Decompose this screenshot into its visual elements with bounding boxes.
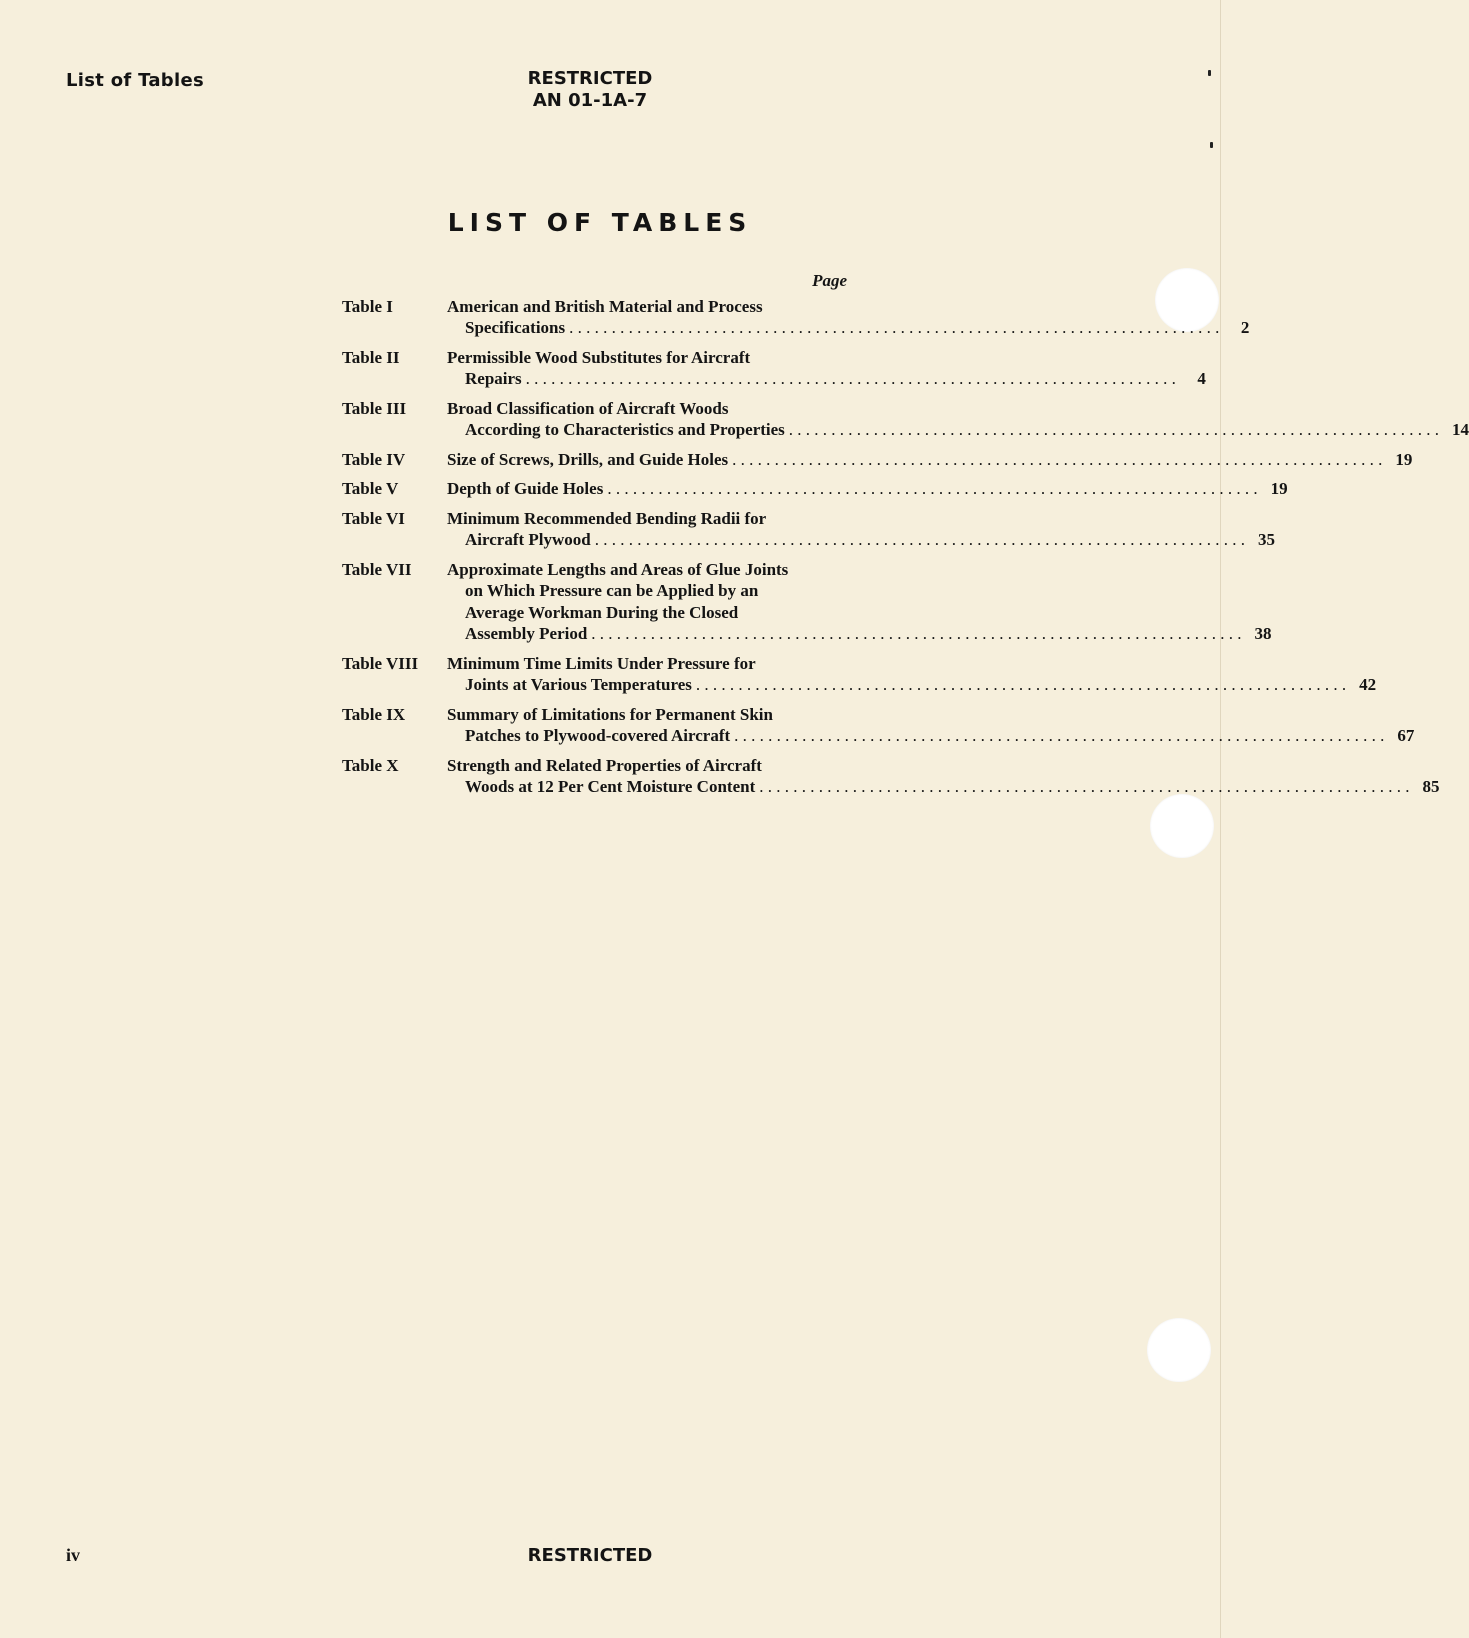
table-entry-title bbox=[447, 508, 1275, 551]
table-entry[interactable] bbox=[342, 449, 1413, 471]
page-reference: 2 bbox=[1240, 318, 1250, 337]
table-entry-title bbox=[447, 653, 1376, 696]
section-label: List of Tables bbox=[66, 70, 204, 91]
table-entry-title-line bbox=[447, 623, 1272, 645]
title-text: Specifications bbox=[465, 318, 566, 337]
title-text: Repairs bbox=[465, 369, 522, 388]
table-entry-title-line: Minimum Time Limits Under Pressure for bbox=[447, 653, 756, 673]
dot-leader bbox=[603, 478, 1261, 500]
table-entry-title bbox=[447, 478, 1288, 500]
table-entry-title-line: Broad Classification of Aircraft Woods bbox=[447, 398, 729, 418]
page-reference: 42 bbox=[1359, 675, 1377, 694]
table-entry-title-line bbox=[447, 419, 1469, 441]
binder-hole bbox=[1147, 1318, 1211, 1382]
table-entry-title bbox=[447, 398, 1469, 441]
title-text: Woods at 12 Per Cent Moisture Content bbox=[465, 777, 756, 796]
table-entry-title bbox=[447, 704, 1414, 747]
table-entry-title-line bbox=[447, 317, 1249, 339]
table-list bbox=[342, 270, 1469, 806]
table-entry-title-line: Average Workman During the Closed bbox=[465, 602, 739, 622]
table-entry-label: Table VIII bbox=[342, 653, 419, 673]
dot-leader bbox=[728, 449, 1386, 471]
document-number: AN 01-1A-7 bbox=[532, 90, 648, 111]
title-text: Size of Screws, Drills, and Guide Holes bbox=[447, 449, 729, 469]
table-entry-title-line: Approximate Lengths and Areas of Glue Joints bbox=[447, 559, 789, 579]
page-reference: 4 bbox=[1197, 369, 1206, 388]
page-edge-line bbox=[1220, 0, 1221, 1638]
table-entry[interactable] bbox=[342, 347, 1206, 390]
table-entry-label: Table I bbox=[342, 296, 393, 316]
page-reference: 14 bbox=[1452, 420, 1469, 439]
dot-leader bbox=[730, 725, 1388, 747]
table-entry-title bbox=[447, 449, 1412, 471]
table-entry-title-line bbox=[447, 725, 1414, 747]
footer-classification: RESTRICTED bbox=[527, 1545, 653, 1566]
table-entry-label: Table VII bbox=[342, 559, 412, 579]
table-entry-title bbox=[447, 559, 1272, 645]
table-entry-label: Table III bbox=[342, 398, 407, 418]
title-text: Patches to Plywood-covered Aircraft bbox=[465, 726, 731, 745]
table-entry[interactable] bbox=[342, 296, 1250, 339]
table-entry[interactable] bbox=[342, 653, 1377, 696]
dot-leader bbox=[587, 623, 1245, 645]
dot-leader bbox=[755, 776, 1413, 798]
dot-leader bbox=[522, 368, 1180, 390]
table-entry-label: Table VI bbox=[342, 508, 405, 528]
table-entry-label: Table IX bbox=[342, 704, 406, 724]
table-entry-title bbox=[447, 296, 1249, 339]
table-entry-title-line bbox=[447, 674, 1376, 696]
title-text: Joints at Various Temperatures bbox=[465, 675, 692, 694]
table-entry[interactable] bbox=[342, 508, 1275, 551]
title-text: Depth of Guide Holes bbox=[447, 479, 604, 498]
table-entry-title-line bbox=[447, 529, 1275, 551]
page-reference: 35 bbox=[1258, 530, 1275, 549]
title-text: Aircraft Plywood bbox=[465, 530, 591, 549]
table-entry[interactable] bbox=[342, 478, 1288, 500]
binder-hole bbox=[1150, 794, 1214, 858]
table-entry-title bbox=[447, 755, 1440, 798]
dot-leader bbox=[692, 674, 1350, 696]
title-text: Assembly Period bbox=[465, 624, 588, 643]
page-mark bbox=[1208, 70, 1211, 76]
dot-leader bbox=[565, 317, 1223, 339]
table-entry-label: Table II bbox=[342, 347, 400, 367]
page-number: iv bbox=[66, 1545, 81, 1565]
classification-marking: RESTRICTED bbox=[527, 68, 653, 89]
page-mark bbox=[1210, 142, 1213, 148]
page-column-heading: Page bbox=[812, 271, 847, 290]
table-entry-label: Table X bbox=[342, 755, 399, 775]
page-reference: 38 bbox=[1254, 624, 1272, 643]
table-entry-title-line: on Which Pressure can be Applied by an bbox=[465, 581, 759, 600]
table-entry-title-line: Strength and Related Properties of Aircraft bbox=[447, 755, 762, 775]
dot-leader bbox=[591, 529, 1249, 551]
table-entry-title-line: Minimum Recommended Bending Radii for bbox=[447, 508, 767, 528]
table-entry-title-line: Summary of Limitations for Permanent Skin bbox=[447, 704, 773, 724]
page-reference: 67 bbox=[1397, 726, 1415, 745]
table-entry-title bbox=[447, 347, 1206, 390]
table-entry[interactable] bbox=[342, 398, 1469, 441]
table-entry-title-line: Permissible Wood Substitutes for Aircraft bbox=[447, 347, 751, 367]
table-entry-title-line bbox=[447, 776, 1440, 798]
table-entries bbox=[342, 296, 1469, 798]
header-block bbox=[480, 68, 700, 112]
page-title: LIST OF TABLES bbox=[447, 208, 753, 237]
table-entry-title-line: American and British Material and Process bbox=[447, 296, 763, 316]
page-reference: 85 bbox=[1422, 777, 1440, 796]
table-entry-label: Table IV bbox=[342, 449, 406, 469]
page-reference: 19 bbox=[1270, 479, 1288, 498]
table-entry-title-line bbox=[447, 478, 1288, 500]
table-entry-title-line bbox=[447, 368, 1206, 390]
page-reference: 19 bbox=[1395, 449, 1413, 469]
table-entry[interactable] bbox=[342, 704, 1415, 747]
table-entry-label: Table V bbox=[342, 479, 399, 498]
table-entry-title-line bbox=[447, 449, 1412, 471]
table-entry[interactable] bbox=[342, 755, 1440, 798]
dot-leader bbox=[785, 419, 1443, 441]
title-text: According to Characteristics and Properties bbox=[465, 420, 785, 439]
table-entry[interactable] bbox=[342, 559, 1272, 645]
